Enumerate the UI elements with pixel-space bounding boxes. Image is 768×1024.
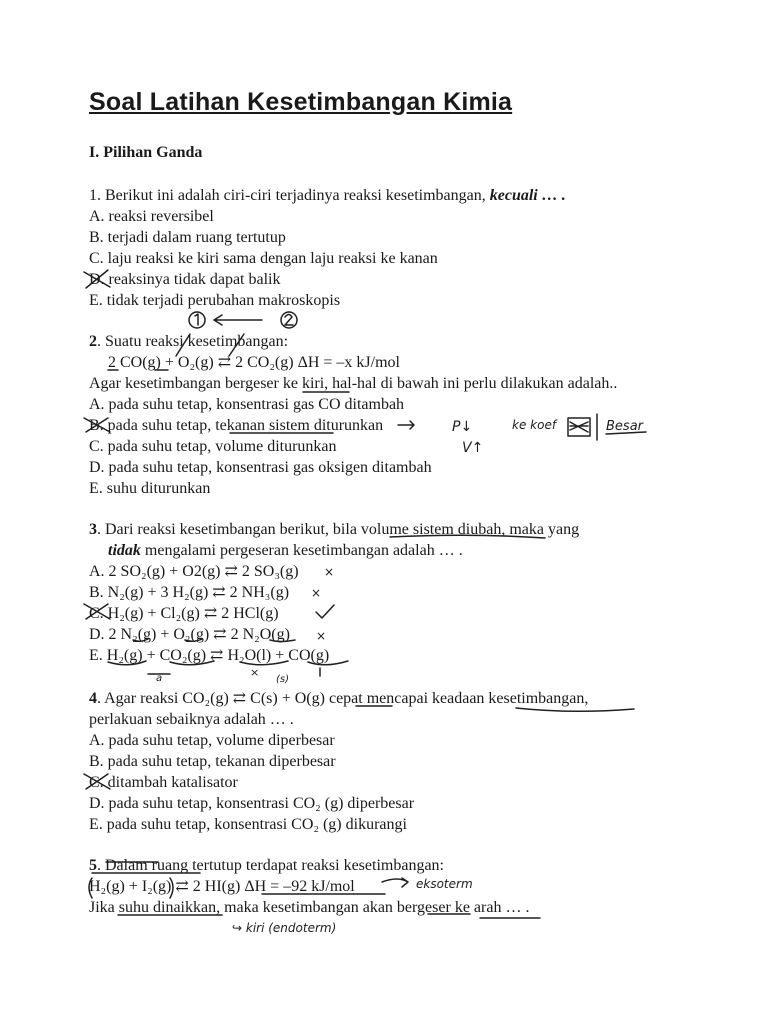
option-b: B. terjadi dalam ruang tertutup <box>89 229 286 246</box>
page-title: Soal Latihan Kesetimbangan Kimia <box>89 88 513 116</box>
circled-number-1-digit <box>195 314 198 325</box>
question-4-stem-text: . Agar reaksi CO₂(g) ⇄ C(s) + O(g) cepat mencapai keadaan kesetimbangan, <box>97 690 589 707</box>
left-arrow-icon <box>214 315 262 325</box>
question-3-stem-text: . Dari reaksi kesetimbangan berikut, bila volume sistem diubah, maka yang <box>97 521 580 538</box>
option-d: D. pada suhu tetap, konsentrasi gas oksigen ditambah <box>89 459 432 476</box>
question-5-number: 5 <box>89 857 97 874</box>
section-heading: I. Pilihan Ganda <box>89 144 203 161</box>
curved-arrow-icon <box>382 878 408 887</box>
question-2-number: 2 <box>89 333 97 350</box>
option-e: E. suhu diturunkan <box>89 480 211 497</box>
question-4-number: 4 <box>89 690 97 707</box>
question-2-question: Agar kesetimbangan bergeser ke kiri, hal-hal di bawah ini perlu dilakukan adalah.. <box>89 375 618 392</box>
question-3-emphasis: tidak <box>108 542 141 559</box>
question-5-reaction: H₂(g) + I₂(g) ⇄ 2 HI(g) ΔH = –92 kJ/mol <box>89 878 355 895</box>
question-4-stem-line2: perlakuan sebaiknya adalah … . <box>89 711 294 728</box>
option-c: C. H₂(g) + Cl₂(g) ⇄ 2 HCl(g) <box>89 605 279 622</box>
option-c: C. pada suhu tetap, volume diturunkan <box>89 438 337 455</box>
handwritten-q3-e-s: (s) <box>276 674 290 685</box>
option-a: A. 2 SO₂(g) + O2(g) ⇄ 2 SO₃(g) <box>89 563 299 580</box>
question-4-stem <box>89 688 588 709</box>
handwritten-kiri-endoterm: ↪ kiri (endoterm) <box>232 921 337 935</box>
handwritten-eksoterm: eksoterm <box>416 877 473 891</box>
option-c: C. laju reaksi ke kiri sama dengan laju reaksi ke kanan <box>89 250 438 267</box>
question-1-stem <box>89 185 566 206</box>
circled-number-1 <box>189 312 205 328</box>
handwritten-besar: Besar <box>606 419 644 434</box>
question-1-stem-text: 1. Berikut ini adalah ciri-ciri terjadinya reaksi kesetimbangan, <box>89 187 490 204</box>
question-5-stem <box>89 855 444 876</box>
question-2-stem-text: . Suatu reaksi kesetimbangan: <box>97 333 289 350</box>
question-3-stem-text-2: mengalami pergeseran kesetimbangan adalah … . <box>140 542 463 559</box>
option-a: A. pada suhu tetap, volume diperbesar <box>89 732 335 749</box>
option-b: B. pada suhu tetap, tekanan diperbesar <box>89 753 336 770</box>
question-3-stem <box>89 519 579 540</box>
underline-besar <box>606 432 646 434</box>
handwritten-q3-e-x: × <box>250 666 260 679</box>
question-3-stem-line2 <box>108 540 463 561</box>
handwritten-ke-koef: ke koef <box>512 418 557 432</box>
handwritten-mark-d: × <box>316 629 327 643</box>
question-1-emphasis: kecuali … . <box>489 187 566 204</box>
question-2-reaction: 2 CO(g) + O₂(g) ⇄ 2 CO₂(g) ΔH = –x kJ/mol <box>108 354 400 371</box>
option-d: D. reaksinya tidak dapat balik <box>89 271 281 288</box>
question-5-stem-text: . Dalam ruang tertutup terdapat reaksi kesetimbangan: <box>97 857 444 874</box>
option-b: B. pada suhu tetap, tekanan sistem diturunkan <box>89 417 384 434</box>
question-2-stem <box>89 331 288 352</box>
handwritten-p-down: P↓ <box>452 419 473 435</box>
handwritten-mark-b: × <box>311 586 322 600</box>
handwritten-q3-e-a: a <box>156 673 163 684</box>
scribbled-box <box>568 418 590 436</box>
option-e: E. pada suhu tetap, konsentrasi CO₂ (g) dikurangi <box>89 816 407 833</box>
question-5-question: Jika suhu dinaikkan, maka kesetimbangan akan bergeser ke arah … . <box>89 899 530 916</box>
option-e: E. tidak terjadi perubahan makroskopis <box>89 292 341 309</box>
question-3-number: 3 <box>89 521 97 538</box>
right-arrow-icon <box>398 421 414 429</box>
handwritten-mark-a: × <box>324 565 335 579</box>
option-a: A. pada suhu tetap, konsentrasi gas CO ditambah <box>89 396 405 413</box>
option-a: A. reaksi reversibel <box>89 208 214 225</box>
check-mark-icon <box>316 605 334 618</box>
option-b: B. N₂(g) + 3 H₂(g) ⇄ 2 NH₃(g) <box>89 584 290 601</box>
option-d: D. 2 N₂(g) + O₂(g) ⇄ 2 N₂O(g) <box>89 626 290 643</box>
handwritten-v-up: V↑ <box>462 440 484 456</box>
option-e: E. H₂(g) + CO₂(g) ⇄ H₂O(l) + CO(g) <box>89 647 330 664</box>
circled-number-2-digit <box>285 315 293 326</box>
option-d: D. pada suhu tetap, konsentrasi CO₂ (g) diperbesar <box>89 795 415 812</box>
option-c: C. ditambah katalisator <box>89 774 238 791</box>
circled-number-2 <box>281 312 297 328</box>
